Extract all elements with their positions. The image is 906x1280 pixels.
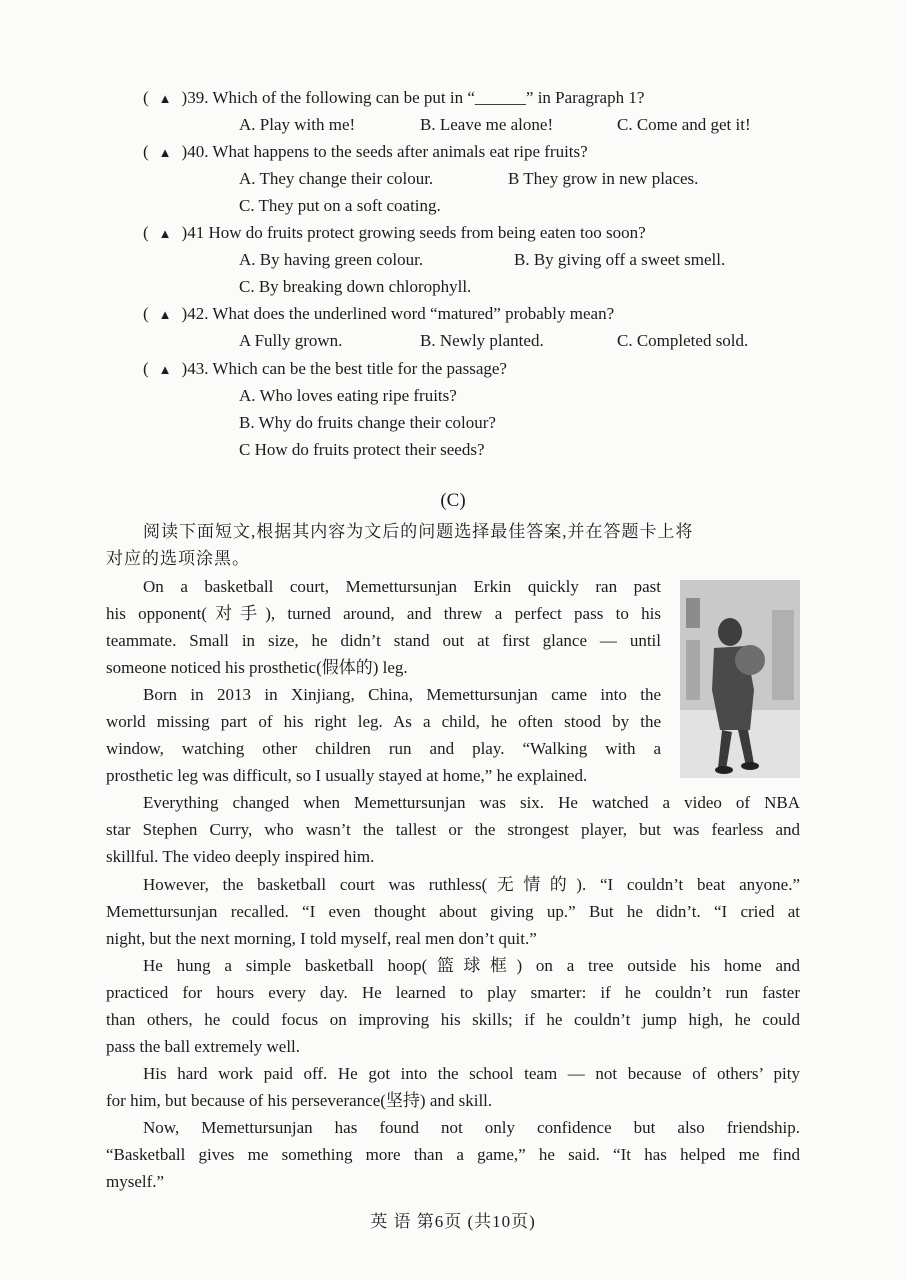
- option-c: C. They put on a soft coating.: [239, 196, 441, 215]
- passage-line: Now, Memettursunjan has found not only confidence but also friendship.: [143, 1118, 800, 1137]
- question-40: ( ▲ )40. What happens to the seeds after animals eat ripe fruits?: [143, 140, 588, 165]
- passage-line: prosthetic leg was difficult, so I usually stayed at home,” he explained.: [106, 766, 588, 785]
- passage-line: However, the basketball court was ruthless(无情的). “I couldn’t beat anyone.”: [143, 875, 800, 894]
- option-b: B They grow in new places.: [508, 169, 699, 188]
- passage-line: world missing part of his right leg. As a child, he often stood by the: [106, 712, 661, 731]
- option-b: B. Newly planted.: [420, 331, 544, 350]
- question-41: [143, 221, 646, 246]
- question-number: 40: [187, 142, 205, 161]
- passage-line: myself.”: [106, 1172, 165, 1191]
- instructions-line-1: 阅读下面短文,根据其内容为文后的问题选择最佳答案,并在答题卡上将: [143, 522, 694, 541]
- instructions-line-2: 对应的选项涂黑。: [106, 549, 250, 568]
- paren-close: ): [181, 359, 188, 378]
- option-a: A. They change their colour.: [239, 169, 434, 188]
- option-b: B. By giving off a sweet smell.: [514, 250, 726, 269]
- passage-line: night, but the next morning, I told myself, real men don’t quit.”: [106, 929, 537, 948]
- passage-line: Born in 2013 in Xinjiang, China, Memettursunjan came into the: [143, 685, 661, 704]
- question-stem: Which of the following can be put in “______” in Paragraph 1?: [212, 88, 645, 107]
- passage-paragraph-3: [106, 789, 800, 870]
- triangle-icon: ▲: [158, 226, 172, 241]
- paren-open: (: [143, 88, 149, 107]
- passage-paragraph-4: [106, 871, 800, 952]
- passage-line: practiced for hours every day. He learned to play smarter: if he couldn’t run faster: [106, 983, 800, 1002]
- passage-line: pass the ball extremely well.: [106, 1037, 301, 1056]
- option-c: C. Completed sold.: [617, 331, 749, 350]
- option-c: C. Come and get it!: [617, 115, 751, 134]
- passage-paragraph-7: [106, 1114, 800, 1195]
- passage-line: Memettursunjan recalled. “I even thought about giving up.” But he didn’t. “I cried at: [106, 902, 800, 921]
- option-c: C. By breaking down chlorophyll.: [239, 277, 472, 296]
- question-43: ( ▲ )43. Which can be the best title for the passage?: [143, 357, 507, 382]
- paren-open: (: [143, 359, 149, 378]
- passage-line: for him, but because of his perseverance(坚持) and skill.: [106, 1091, 493, 1110]
- triangle-icon: ▲: [158, 145, 172, 160]
- question-39: ( ▲ )39. Which of the following can be put in “______” in Paragraph 1?: [143, 86, 644, 111]
- passage-line: His hard work paid off. He got into the school team — not because of others’ pity: [143, 1064, 800, 1083]
- paren-close: ): [181, 88, 188, 107]
- passage-line: his opponent(对手), turned around, and threw a perfect pass to his: [106, 604, 661, 623]
- passage-line: “Basketball gives me something more than a game,” he said. “It has helped me find: [106, 1145, 800, 1164]
- question-number: 43: [187, 359, 205, 378]
- passage-paragraph-5: [106, 952, 800, 1060]
- paren-open: (: [143, 304, 149, 323]
- passage-line: someone noticed his prosthetic(假体的) leg.: [106, 658, 408, 677]
- question-stem: How do fruits protect growing seeds from being eaten too soon?: [208, 223, 646, 242]
- paren-close: ): [181, 142, 188, 161]
- triangle-icon: ▲: [158, 307, 172, 322]
- triangle-icon: ▲: [158, 91, 172, 106]
- passage-line: On a basketball court, Memettursunjan Erkin quickly ran past: [143, 577, 661, 596]
- passage-line: He hung a simple basketball hoop(篮球框) on a tree outside his home and: [143, 956, 800, 975]
- paren-close: ): [181, 304, 188, 323]
- passage-line: window, watching other children run and play. “Walking with a: [106, 739, 661, 758]
- question-stem: Which can be the best title for the passage?: [212, 359, 507, 378]
- question-stem: What does the underlined word “matured” probably mean?: [212, 304, 615, 323]
- passage-line: than others, he could focus on improving his skills; if he couldn’t jump high, he could: [106, 1010, 800, 1029]
- question-42: ( ▲ )42. What does the underlined word “matured” probably mean?: [143, 302, 614, 327]
- passage-line: star Stephen Curry, who wasn’t the tallest or the strongest player, but was fearless and: [106, 820, 800, 839]
- option-a: A Fully grown.: [239, 331, 343, 350]
- option-b: B. Why do fruits change their colour?: [239, 413, 496, 432]
- question-number: 39: [187, 88, 205, 107]
- option-b: B. Leave me alone!: [420, 115, 554, 134]
- basketball-player-photo: [680, 580, 800, 778]
- passage-paragraph-6: [106, 1060, 800, 1114]
- option-a: A. Who loves eating ripe fruits?: [239, 386, 457, 405]
- passage-line: Everything changed when Memettursunjan was six. He watched a video of NBA: [143, 793, 800, 812]
- option-a: A. Play with me!: [239, 115, 356, 134]
- question-number: 41: [187, 223, 205, 242]
- triangle-icon: ▲: [158, 362, 172, 377]
- section-title: (C): [440, 490, 466, 511]
- paren-open: (: [143, 223, 149, 242]
- paren-close: ): [181, 223, 188, 242]
- paren-open: (: [143, 142, 149, 161]
- option-c: C How do fruits protect their seeds?: [239, 440, 485, 459]
- passage-paragraph-1: [106, 573, 661, 681]
- passage-line: skillful. The video deeply inspired him.: [106, 847, 375, 866]
- passage-paragraph-2: [106, 681, 661, 789]
- question-stem: What happens to the seeds after animals eat ripe fruits?: [212, 142, 588, 161]
- option-a: A. By having green colour.: [239, 250, 424, 269]
- question-number: 42: [187, 304, 205, 323]
- page-footer: 英 语 第6页 (共10页): [370, 1212, 536, 1231]
- passage-line: teammate. Small in size, he didn’t stand out at first glance — until: [106, 631, 661, 650]
